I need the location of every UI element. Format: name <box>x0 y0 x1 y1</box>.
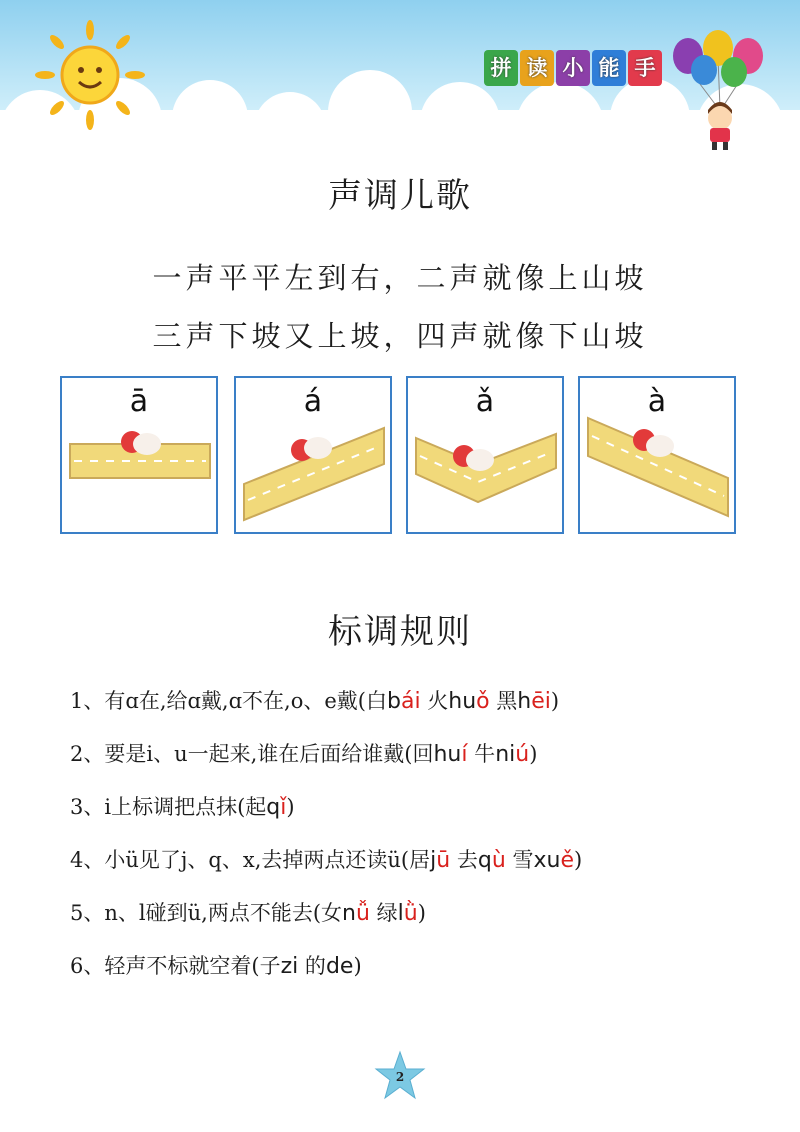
balloon-girl-illustration <box>668 28 778 153</box>
example-pinyin: hu <box>448 689 477 714</box>
example-tail: ) <box>417 901 426 925</box>
tone-vowel: ǚ <box>355 901 370 926</box>
tone-vowel: ǐ <box>280 795 287 820</box>
badge-char: 读 <box>520 50 554 86</box>
song-line: 三声下坡又上坡，四声就像下山坡 <box>152 319 648 353</box>
tone-panel-fourth <box>578 376 736 534</box>
example-pinyin: q <box>477 848 492 873</box>
example-pinyin: hu <box>433 742 462 767</box>
example-pinyin: b <box>387 689 401 714</box>
tone-mark: ǎ <box>475 384 495 419</box>
rule-number: 3、 <box>70 795 105 819</box>
example-tail: ) <box>550 689 560 713</box>
rule-number: 2、 <box>70 742 105 766</box>
example-pinyin: de <box>325 954 354 979</box>
example-tail: ) <box>529 742 538 766</box>
example-tail: 牛 <box>467 742 496 766</box>
sun-icon <box>35 20 145 130</box>
rule-text: 要是i、u一起来,谁在后面给谁戴(回 <box>104 742 434 766</box>
rule-item <box>70 839 770 892</box>
example-tail: 的 <box>298 954 326 978</box>
example-pinyin: ni <box>495 742 516 767</box>
example-pinyin: n <box>342 901 356 926</box>
tone-vowel: ū <box>436 848 451 873</box>
rules-title: 标调规则 <box>328 612 472 652</box>
example-tail: 去 <box>450 848 478 872</box>
example-tail: ) <box>573 848 583 872</box>
rule-item <box>70 733 770 786</box>
example-pinyin: j <box>430 848 437 873</box>
rule-number: 4、 <box>70 848 105 872</box>
tone-panel-second <box>234 376 392 534</box>
badge-char: 拼 <box>484 50 518 86</box>
example-pinyin: l <box>397 901 404 926</box>
tone-vowel: ēi <box>531 689 551 714</box>
tone-mark: ā <box>129 384 149 419</box>
tone-panel-first <box>60 376 218 534</box>
rule-text: i上标调把点抹(起 <box>104 795 267 819</box>
song-title: 声调儿歌 <box>328 176 472 216</box>
example-pinyin: q <box>266 795 281 820</box>
section-badge <box>484 50 662 88</box>
rule-text: n、l碰到ü,两点不能去(女 <box>104 901 343 925</box>
tone-vowel: ě <box>560 848 574 873</box>
example-pinyin: h <box>517 689 532 714</box>
rule-number: 1、 <box>70 689 105 713</box>
example-tail: 绿 <box>369 901 398 925</box>
rule-item <box>70 680 770 733</box>
rule-text: 有ɑ在,给ɑ戴,ɑ不在,o、e戴(白 <box>104 689 387 713</box>
tone-panel-third <box>406 376 564 534</box>
example-tail: 黑 <box>489 689 518 713</box>
rule-item <box>70 945 770 998</box>
example-tail: ) <box>286 795 295 819</box>
rules-list <box>70 680 770 998</box>
example-tail: 雪 <box>505 848 534 872</box>
tone-vowel: ú <box>515 742 530 767</box>
example-pinyin: zi <box>280 954 299 979</box>
rule-text: 轻声不标就空着(子 <box>104 954 281 978</box>
rule-number: 6、 <box>70 954 105 978</box>
badge-char: 能 <box>592 50 626 86</box>
example-tail: 火 <box>420 689 449 713</box>
tone-vowel: ái <box>400 689 421 714</box>
badge-char: 手 <box>628 50 662 86</box>
tone-mark: à <box>647 384 667 419</box>
page-number: 2 <box>395 1070 405 1084</box>
tone-vowel: ù <box>491 848 506 873</box>
song-line: 一声平平左到右，二声就像上山坡 <box>152 261 648 295</box>
example-pinyin: xu <box>533 848 561 873</box>
tone-mark: á <box>303 384 323 419</box>
tone-vowel: ǜ <box>403 901 418 926</box>
rule-text: 小ü见了j、q、x,去掉两点还读ü(居 <box>104 848 431 872</box>
rule-item <box>70 786 770 839</box>
rule-item <box>70 892 770 945</box>
rule-number: 5、 <box>70 901 105 925</box>
tone-vowel: ǒ <box>476 689 490 714</box>
example-tail: ) <box>353 954 362 978</box>
badge-char: 小 <box>556 50 590 86</box>
tone-vowel: í <box>461 742 468 767</box>
